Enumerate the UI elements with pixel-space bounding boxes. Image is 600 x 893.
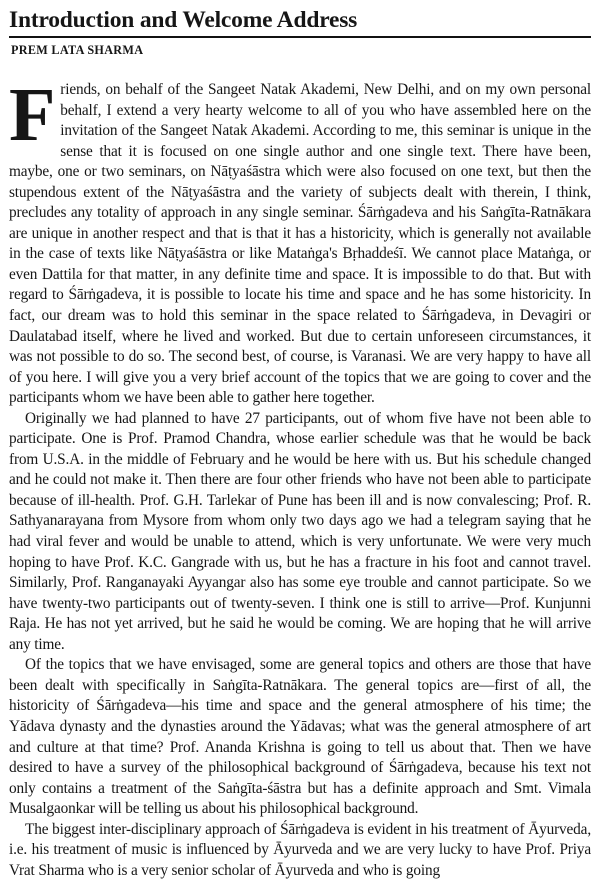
paragraph-3: Of the topics that we have envisaged, some are general topics and others are those that have been dealt with specifically in Saṅgīta-Ratnākara. The general topics are—first of all, the historicity of Śārṅgadeva—his time and space and the general atmosphere of his time; the Yādava dynasty and the dynasties around the Yādavas; what was the general atmosphere of art and culture at that time? Prof. Ananda Krishna is going to tell us about that. Then we have desired to have a survey of the philosophical background of Śārṅgadeva, because his text not only contains a treatment of the Saṅgīta-śāstra but has a definite approach and Smt. Vimala Musalgaonkar will be telling us about his philosophical background. bbox=[9, 656, 591, 818]
paragraph-4: The biggest inter-disciplinary approach of Śārṅgadeva is evident in his treatment of Āyurveda, i.e. his treatment of music is influenced by Āyurveda and we are very lucky to have Prof. Priya Vrat Sharma who is a very senior scholar of Āyurveda and who is going bbox=[9, 820, 591, 879]
article-body bbox=[9, 73, 591, 881]
title-rule bbox=[9, 36, 591, 38]
paragraph-2: Originally we had planned to have 27 participants, out of whom five have not been able to participate. One is Prof. Pramod Chandra, whose earlier schedule was that he would be back from U.S.A. in the middle of February and he would be here with us. But his schedule changed and he could not make it. Then there are four other friends who have not been able to participate because of ill-health. Prof. G.H. Tarlekar of Pune has been ill and is now convalescing; Prof. R. Sathyanarayana from Mysore from whom only two days ago we had a telegram saying that he had viral fever and would be unable to attend, which is very unfortunate. We were very much hoping to have Prof. K.C. Gangrade with us, but he has a fracture in his foot and cannot travel. Similarly, Prof. Ranganayaki Ayyangar also has some eye trouble and cannot participate. So we have twenty-two participants out of twenty-seven. I think one is still to arrive—Prof. Kunjunni Raja. He has not yet arrived, but he said he would be coming. We are hoping that he will arrive any time. bbox=[9, 409, 591, 653]
page-title: Introduction and Welcome Address bbox=[9, 7, 358, 33]
paragraph-1-text: riends, on behalf of the Sangeet Natak Akademi, New Delhi, and on my own personal behalf, I extend a very hearty welcome to all of you who have assembled here on the invitation of the Sangeet Natak Akademi. According to me, this seminar is unique in the sense that it is focused on one single author and one single text. There have been, maybe, one or two seminars, on Nāṭyaśāstra which were also focused on one text, but then the stupendous extent of the Nāṭyaśāstra and the variety of subjects dealt with therein, I think, precludes any totality of approach in any single seminar. Śārṅgadeva and his Saṅgīta-Ratnākara are unique in another respect and that is that it has a historicity, which is generally not available in the case of texts like Nāṭyaśāstra or like Mataṅga's Bṛhaddeśī. We cannot place Mataṅga, or even Dattila for that matter, in any definite time and space. It is impossible to do that. But with regard to Śārṅgadeva, it is possible to locate his time and space and he has some historicity. In fact, our dream was to hold this seminar in the space related to Śārṅgadeva, in Devagiri or Daulatabad itself, where he lived and worked. But due to certain unforeseen circumstances, it was not possible to do so. The second best, of course, is Varanasi. We are very happy to have all of you here. I will give you a very brief account of the topics that we are going to cover and the participants whom we have been able to gather here together. bbox=[9, 81, 591, 407]
paragraph-1 bbox=[9, 73, 591, 409]
author-name: PREM LATA SHARMA bbox=[11, 43, 144, 57]
drop-cap: F bbox=[9, 73, 56, 157]
